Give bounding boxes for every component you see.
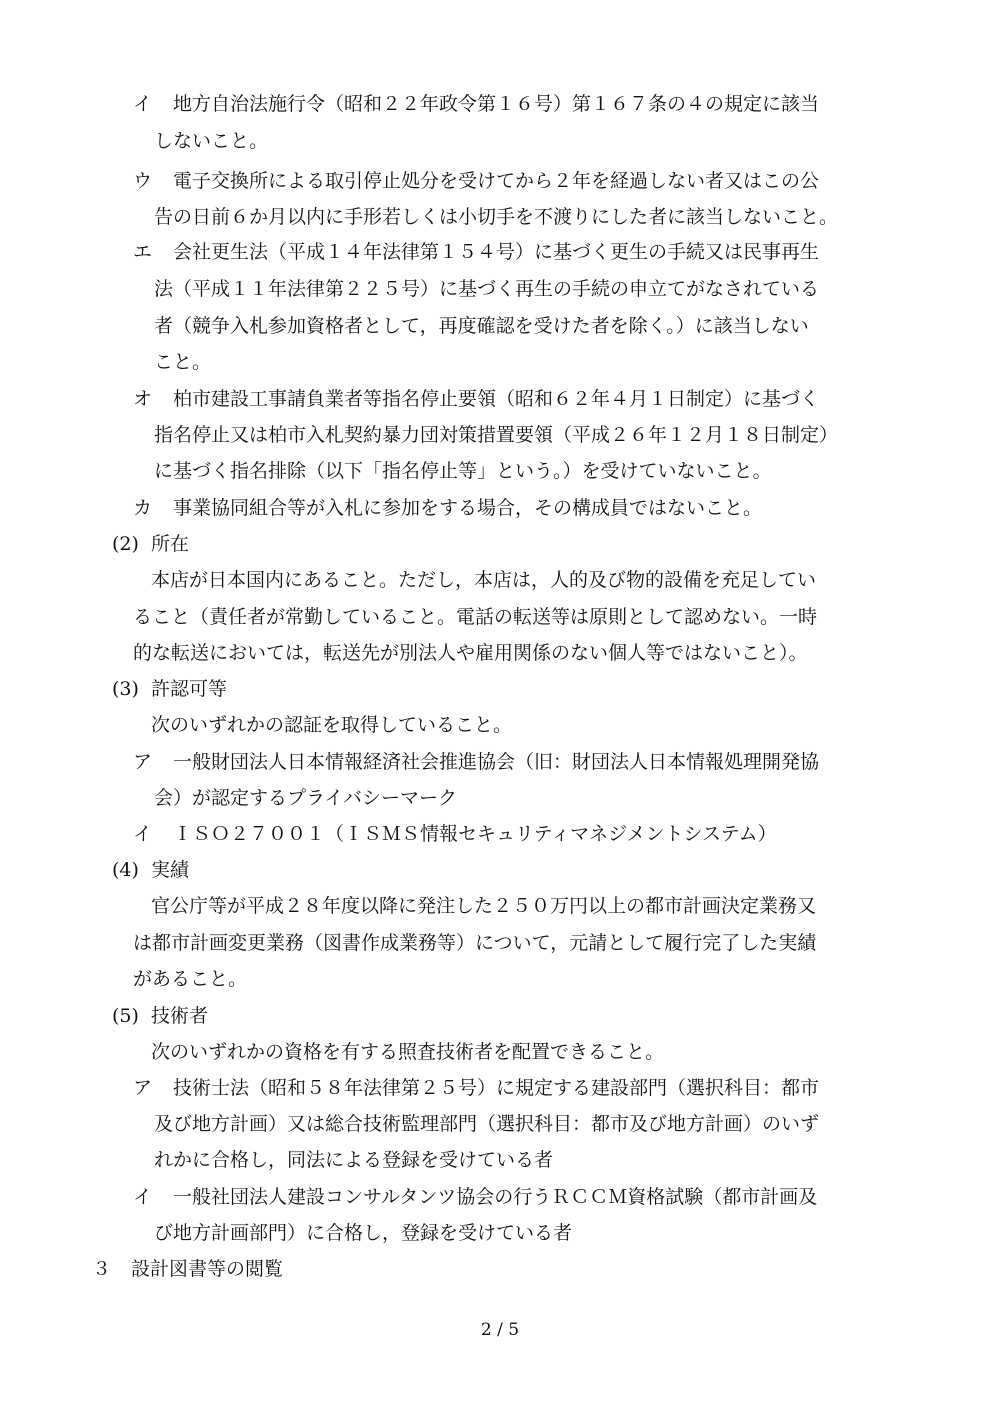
item-e-line: 法（平成１１年法律第２２５号）に基づく再生の手続の申立てがなされている (154, 278, 820, 300)
section-4-line: があること。 (133, 968, 248, 990)
section-2-title: 所在 (151, 533, 190, 555)
section-5-i-marker: イ (133, 1186, 153, 1208)
item-u-marker: ウ (133, 170, 153, 192)
section-5-a-line: 技術士法（昭和５８年法律第２５号）に規定する建設部門（選択科目：都市 (173, 1077, 820, 1099)
section-5-a-line: れかに合格し，同法による登録を受けている者 (154, 1149, 554, 1171)
section-4-line: は都市計画変更業務（図書作成業務等）について，元請として履行完了した実績 (133, 932, 817, 954)
section-2-line: 本店が日本国内にあること。ただし，本店は，人的及び物的設備を充足してい (151, 569, 817, 591)
section-3-title: 許認可等 (151, 678, 228, 700)
heading-3-title: 設計図書等の閲覧 (131, 1258, 284, 1280)
section-5-a-marker: ア (133, 1077, 153, 1099)
section-5-i-line: 一般社団法人建設コンサルタンツ協会の行うＲＣＣＭ資格試験（都市計画及 (173, 1186, 818, 1208)
section-5-a-line: 及び地方計画）又は総合技術監理部門（選択科目：都市及び地方計画）のいず (154, 1113, 820, 1135)
section-3-a-line: 会）が認定するプライバシーマーク (154, 787, 458, 809)
heading-3-number: ３ (92, 1258, 112, 1280)
section-3-i-marker: イ (133, 823, 153, 845)
section-3-a-marker: ア (133, 751, 153, 773)
section-5-number: (5) (112, 1005, 139, 1027)
item-e-marker: エ (133, 241, 153, 263)
item-e-line: 者（競争入札参加資格者として，再度確認を受けた者を除く。）に該当しない (154, 315, 809, 337)
section-3-a-line: 一般財団法人日本情報経済社会推進協会（旧：財団法人日本情報処理開発協 (173, 751, 820, 773)
item-ka-line: 事業協同組合等が入札に参加をする場合，その構成員ではないこと。 (173, 497, 763, 519)
section-4-number: (4) (112, 859, 139, 881)
section-2-line: ること（責任者が常勤していること。電話の転送等は原則として認めない。一時 (133, 606, 818, 628)
item-i-line: 地方自治法施行令（昭和２２年政令第１６号）第１６７条の４の規定に該当 (173, 93, 820, 115)
section-4-title: 実績 (151, 859, 190, 881)
item-i-marker: イ (133, 93, 153, 115)
item-u-line: 告の日前６か月以内に手形若しくは小切手を不渡りにした者に該当しないこと。 (154, 206, 839, 228)
item-u-line: 電子交換所による取引停止処分を受けてから２年を経過しない者又はこの公 (173, 170, 820, 192)
section-3-number: (3) (112, 678, 139, 700)
section-4-line: 官公庁等が平成２８年度以降に発注した２５０万円以上の都市計画決定業務又 (151, 895, 817, 917)
section-2-number: (2) (112, 533, 139, 555)
section-3-i-line: ＩＳＯ２７００１（ＩＳＭＳ情報セキュリティマネジメントシステム） (173, 823, 777, 845)
item-o-line: に基づく指名排除（以下「指名停止等」という。）を受けていないこと。 (154, 460, 772, 482)
item-e-line: こと。 (154, 351, 212, 373)
item-o-marker: オ (133, 388, 153, 410)
section-5-i-line: び地方計画部門）に合格し，登録を受けている者 (154, 1222, 573, 1244)
item-i-line: しないこと。 (154, 130, 269, 152)
section-3-line: 次のいずれかの認証を取得していること。 (151, 714, 513, 736)
item-o-line: 指名停止又は柏市入札契約暴力団対策措置要領（平成２６年１２月１８日制定） (154, 424, 839, 446)
item-e-line: 会社更生法（平成１４年法律第１５４号）に基づく更生の手続又は民事再生 (173, 241, 820, 263)
section-2-line: 的な転送においては，転送先が別法人や雇用関係のない個人等ではないこと）。 (133, 642, 808, 664)
section-5-title: 技術者 (151, 1005, 209, 1027)
section-5-line: 次のいずれかの資格を有する照査技術者を配置できること。 (151, 1041, 665, 1063)
item-ka-marker: カ (133, 497, 153, 519)
page-number: 2 / 5 (480, 1320, 520, 1340)
item-o-line: 柏市建設工事請負業者等指名停止要領（昭和６２年４月１日制定）に基づく (173, 388, 820, 410)
